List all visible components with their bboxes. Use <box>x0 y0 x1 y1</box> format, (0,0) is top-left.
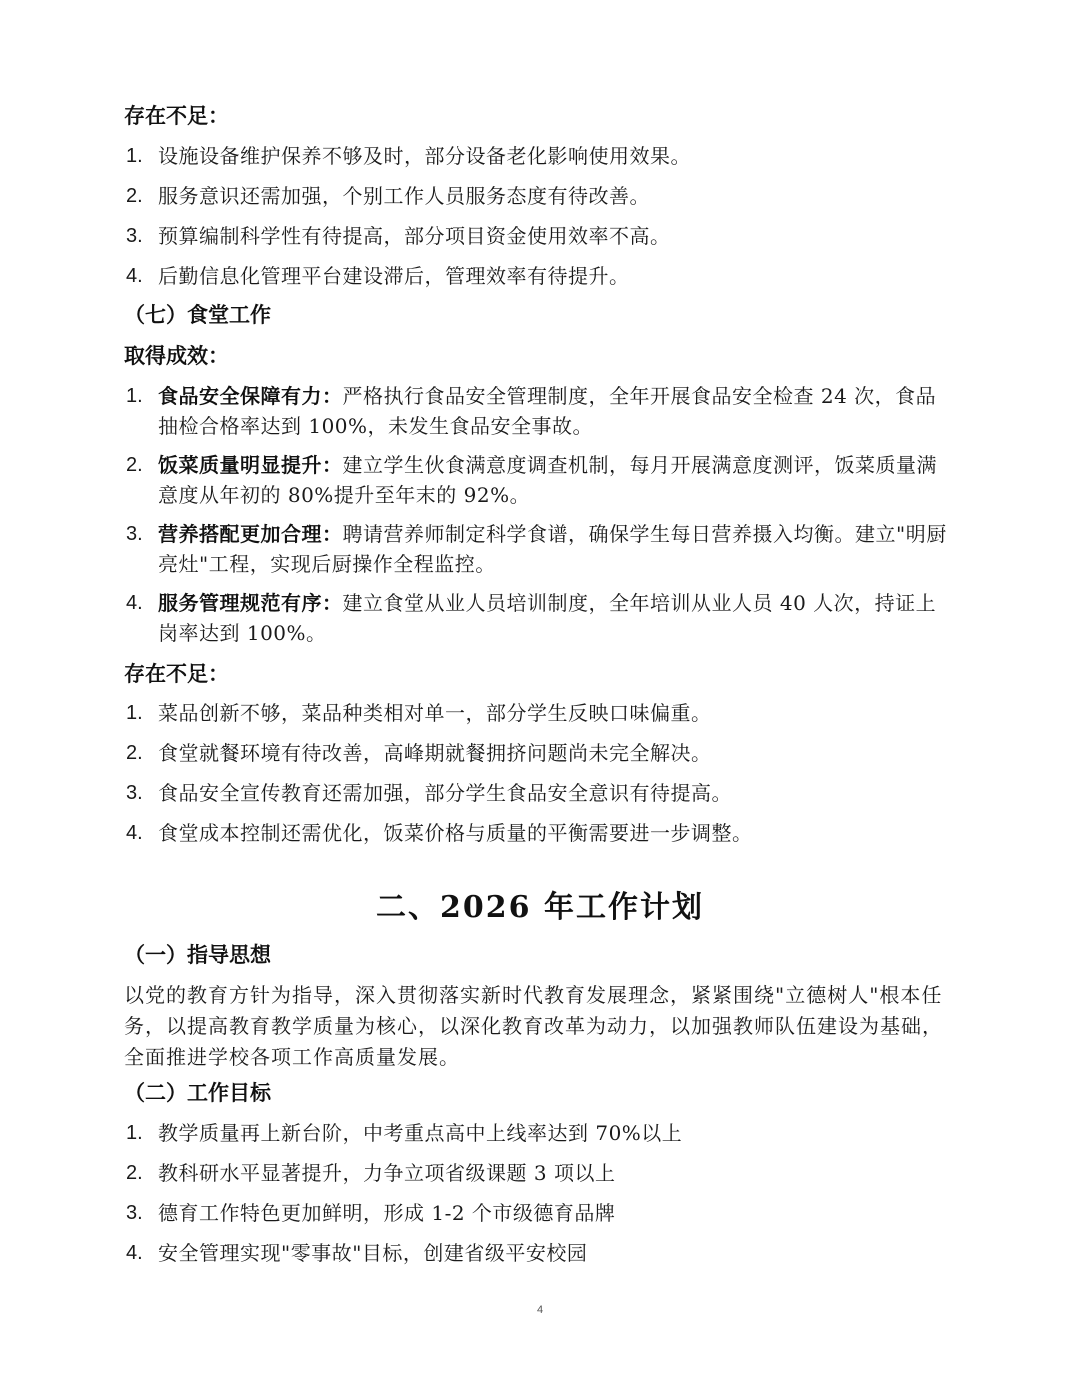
section-title: （二）工作目标 <box>124 1081 271 1105</box>
list-number: 1. <box>126 145 143 167</box>
list-item <box>124 1198 954 1228</box>
list-item <box>124 221 954 251</box>
list-number: 4. <box>126 1242 143 1264</box>
list-text: 食品安全宣传教育还需加强，部分学生食品安全意识有待提高。 <box>158 781 732 805</box>
item-lead: 营养搭配更加合理： <box>158 522 343 546</box>
list-item <box>124 141 954 171</box>
list-number: 2. <box>126 454 143 476</box>
list-number: 2. <box>126 185 143 207</box>
list-number: 1. <box>126 702 143 724</box>
list-item <box>124 818 954 848</box>
list-item <box>124 381 954 441</box>
list-text: 食堂成本控制还需优化，饭菜价格与质量的平衡需要进一步调整。 <box>158 821 753 845</box>
list-number: 3. <box>126 523 143 545</box>
list-item <box>124 519 954 579</box>
shortcomings-heading: 存在不足： <box>124 104 229 128</box>
list-number: 1. <box>126 385 143 407</box>
list-number: 1. <box>126 1122 143 1144</box>
item-text: 聘请营养师制定科学食谱，确保学生每日营养摄入均衡。建立"明厨亮灶"工程，实现后厨操作全程监控。 <box>158 522 947 576</box>
list-text: 教学质量再上新台阶，中考重点高中上线率达到 70%以上 <box>158 1121 683 1145</box>
list-item <box>124 1158 954 1188</box>
list-item <box>124 698 954 728</box>
item-lead: 服务管理规范有序： <box>158 591 343 615</box>
list-number: 3. <box>126 225 143 247</box>
list-number: 3. <box>126 782 143 804</box>
list-text: 设施设备维护保养不够及时，部分设备老化影响使用效果。 <box>158 144 691 168</box>
list-item <box>124 181 954 211</box>
list-number: 3. <box>126 1202 143 1224</box>
list-item <box>124 738 954 768</box>
list-item <box>124 1118 954 1148</box>
chapter-title: 二、2026 年工作计划 <box>376 890 704 925</box>
item-text: 建立食堂从业人员培训制度，全年培训从业人员 40 人次，持证上岗率达到 100%。 <box>158 591 937 645</box>
item-text: 严格执行食品安全管理制度，全年开展食品安全检查 24 次，食品抽检合格率达到 100%，未发生食品安全事故。 <box>158 384 937 438</box>
list-text: 德育工作特色更加鲜明，形成 1-2 个市级德育品牌 <box>158 1201 616 1225</box>
item-lead: 饭菜质量明显提升： <box>158 453 343 477</box>
list-item <box>124 778 954 808</box>
list-number: 4. <box>126 265 143 287</box>
list-text: 菜品创新不够，菜品种类相对单一，部分学生反映口味偏重。 <box>158 701 712 725</box>
list-item <box>124 588 954 648</box>
list-number: 4. <box>126 822 143 844</box>
list-text: 安全管理实现"零事故"目标，创建省级平安校园 <box>158 1241 588 1265</box>
item-text: 建立学生伙食满意度调查机制，每月开展满意度测评，饭菜质量满意度从年初的 80%提升至年末的 92%。 <box>158 453 937 507</box>
page-number: 4 <box>536 1304 544 1316</box>
list-item <box>124 261 954 291</box>
list-text: 教科研水平显著提升，力争立项省级课题 3 项以上 <box>158 1161 616 1185</box>
list-text: 服务意识还需加强，个别工作人员服务态度有待改善。 <box>158 184 650 208</box>
item-lead: 食品安全保障有力： <box>158 384 343 408</box>
achievements-heading: 取得成效： <box>124 344 229 368</box>
list-text: 后勤信息化管理平台建设滞后，管理效率有待提升。 <box>158 264 630 288</box>
shortcomings-heading: 存在不足： <box>124 662 229 686</box>
list-number: 2. <box>126 742 143 764</box>
guiding-paragraph: 以党的教育方针为指导，深入贯彻落实新时代教育发展理念，紧紧围绕"立德树人"根本任务，以提高教育教学质量为核心，以深化教育改革为动力，以加强教师队伍建设为基础，全面推进学校各项工作高质量发展。 <box>124 983 943 1069</box>
list-number: 4. <box>126 592 143 614</box>
list-item <box>124 1238 954 1268</box>
list-item <box>124 450 954 510</box>
list-text: 预算编制科学性有待提高，部分项目资金使用效率不高。 <box>158 224 671 248</box>
section-title: （七）食堂工作 <box>124 303 271 327</box>
list-text: 食堂就餐环境有待改善，高峰期就餐拥挤问题尚未完全解决。 <box>158 741 712 765</box>
section-title: （一）指导思想 <box>124 943 271 967</box>
list-number: 2. <box>126 1162 143 1184</box>
